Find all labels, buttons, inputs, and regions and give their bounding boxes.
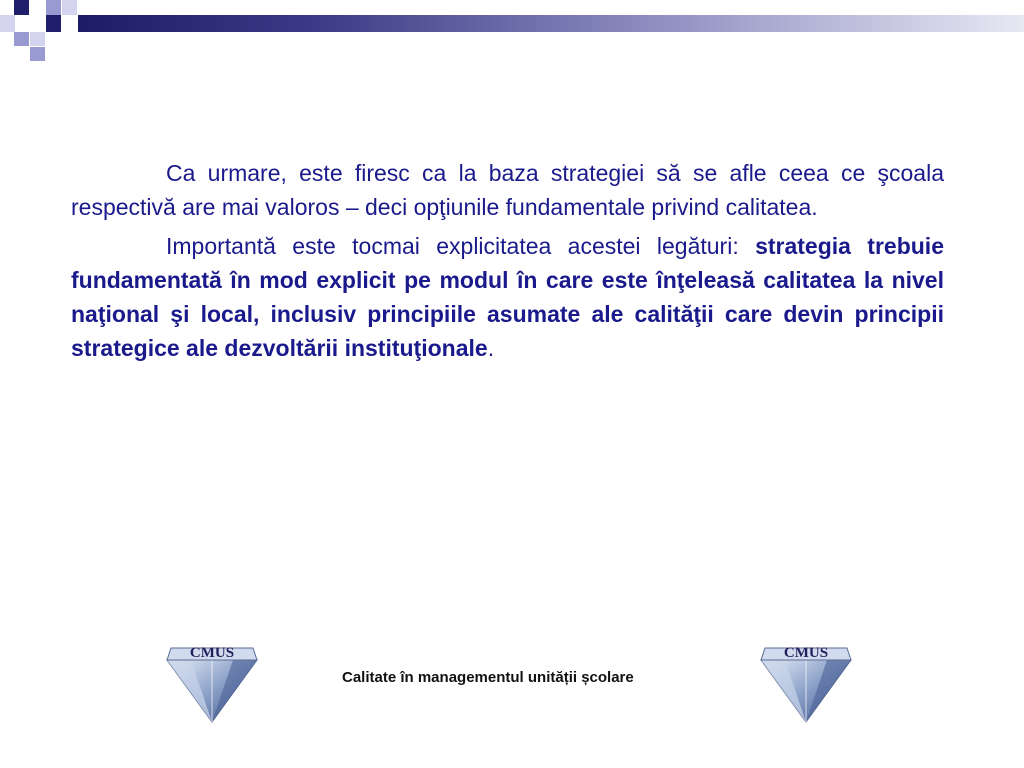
logo-left-text: CMUS	[189, 645, 235, 661]
paragraph-2-intro: Importantă este tocmai explicitatea acestei legături:	[166, 233, 756, 259]
header-square-6	[46, 15, 61, 32]
diamond-logo-icon	[163, 638, 261, 724]
logo-right-text: CMUS	[783, 645, 829, 661]
paragraph-2-end: .	[487, 335, 495, 361]
header-square-5	[14, 32, 29, 46]
diamond-logo-icon	[757, 638, 855, 724]
header-square-4	[62, 0, 77, 15]
paragraph-2	[71, 229, 944, 365]
cmus-logo-right	[757, 638, 855, 724]
header-square-8	[30, 47, 45, 61]
slide-body	[71, 156, 944, 370]
footer-title: Calitate în managementul unității școlare	[342, 669, 634, 686]
header-square-3	[0, 15, 15, 32]
header-gradient-bar	[78, 15, 1024, 32]
paragraph-2-emphasis: strategia trebuie fundamentată în mod explicit pe modul în care este înţeleasă calitatea la nivel naţional şi local, inclusiv principiile asumate ale calităţii care devin principii strategice ale dezvoltării instituţionale	[71, 233, 944, 361]
cmus-logo-left	[163, 638, 261, 724]
header-square-1	[14, 0, 29, 15]
header-square-7	[30, 32, 45, 46]
header-square-2	[46, 0, 61, 15]
paragraph-1: Ca urmare, este firesc ca la baza strategiei să se afle ceea ce şcoala respectivă are mai valoros – deci opţiunile fundamentale privind calitatea.	[71, 160, 944, 220]
